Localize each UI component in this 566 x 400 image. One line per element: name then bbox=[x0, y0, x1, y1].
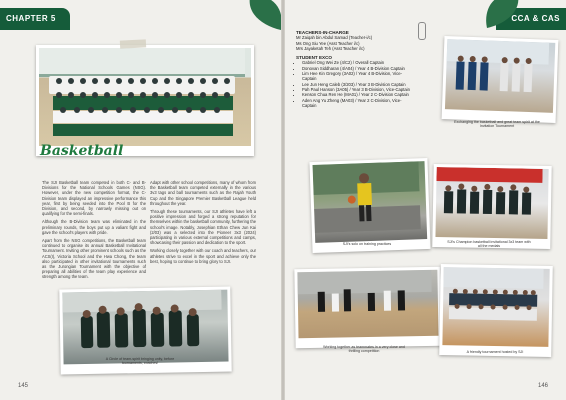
exchange-caption: Exchanging the basketball and great team spirit at the Invitation Tournament bbox=[454, 120, 540, 129]
solo-photo bbox=[309, 158, 430, 253]
award-caption: SJI's Champion basketball invitational 3x3 team with all the medals bbox=[447, 240, 531, 249]
huddle-photo-image bbox=[62, 290, 228, 365]
teacher-name: Mrs Jayaketah Teh (Asst Teacher i/c) bbox=[296, 45, 365, 51]
group-caption: A friendly tournament hosted by SJI bbox=[466, 350, 524, 354]
award-photo bbox=[432, 164, 551, 249]
solo-photo-image bbox=[313, 161, 428, 243]
body-paragraph: Through these tournaments, our SJI athletes have left a positive impression and forged a strong reputation for themselves within the basketball community, furthering the school's image. Notably, Josephian Ethan Chew Jun Kai (2/03) was a selected into the Pioneer 3x3 (2024) participating in various external competitions and camps, showcasing their passion and dedication to the sport. bbox=[150, 209, 256, 246]
exco-member: • Aden Ang Yu Zheng (MA03) / Year 2 C-Division, Vice-Captain bbox=[302, 98, 414, 109]
exchange-photo-image bbox=[445, 39, 555, 113]
teachers-heading: TEACHERS-IN-CHARGE bbox=[296, 30, 349, 35]
personnel-notes bbox=[296, 30, 414, 108]
team-photo bbox=[36, 45, 254, 156]
spread-gutter bbox=[281, 0, 285, 400]
huddle-caption: A Circle of team-spirit bringing unity, before tournaments, coaches! bbox=[105, 357, 175, 366]
group-photo bbox=[439, 264, 553, 357]
body-paragraph: Adapt with other school competitions, many of whom from the Basketball team competed externally in the various 3v3 tags and ball tournaments such as the Rajah Youth Cup and the Singapore Premier Basketball League held throughout the year. bbox=[150, 180, 256, 206]
exco-member: • Lee Jun Heng Caleb (3/203) / Year 3 B-Division Captain bbox=[302, 82, 414, 87]
exchange-photo bbox=[442, 36, 559, 123]
chapter-tab: CHAPTER 5 bbox=[0, 8, 70, 30]
body-column-right bbox=[150, 180, 256, 267]
leaf-decoration-icon bbox=[483, 0, 523, 30]
exco-member: • Lim Hee Kin Gregory (3A02) / Year 4 B-Division, Vice-Captain bbox=[302, 71, 414, 82]
paperclip-icon bbox=[418, 22, 426, 40]
teacher-name: Mr Zaiqah bin Abdul Samad (Teacher-i/c) bbox=[296, 35, 373, 41]
body-paragraph: Working closely together with our coach and teachers, our athletes strive to excel in the sport and achieve only the best, hoping to continue to bring glory to SJI. bbox=[150, 248, 256, 264]
exco-member: • Gabriel Ong Wei Ze (4/C2) / Overall Captain bbox=[302, 60, 414, 65]
page-number-right: 146 bbox=[537, 383, 548, 389]
body-paragraph: Apart from the NSG competitions, the Basketball team continued to organise its annual Basketball Invitational Tournament. Inviting other prominent schools such as the ACS(I), Victoria School and the Hwa Chong, the team also participated in other invitational tournaments such as the Jurongian Tournament with the objective of preparing all abilities of the team play experience and strength among the team. bbox=[42, 238, 146, 280]
page-title: Basketball bbox=[40, 143, 124, 159]
body-paragraph: Although the B-Division team was eliminated in the preliminary rounds, the boys put up a valiant fight and gave the school's players with pride. bbox=[42, 219, 146, 235]
solo-caption: SJI's solo on training practices bbox=[342, 242, 392, 246]
exco-member: • Donovan Siddharan (4/A04) / Year 4 B-Division Captain bbox=[302, 66, 414, 71]
match-photo-image bbox=[297, 270, 438, 338]
leaf-decoration-icon bbox=[245, 0, 283, 32]
teacher-name: Ms Ong Siu Yee (Asst Teacher i/c) bbox=[296, 40, 360, 46]
exco-member: • Pah Paul Hanson (3A05) / Year 3 B-Division, Vice-Captain bbox=[302, 87, 414, 92]
right-page bbox=[283, 0, 566, 400]
match-caption: Working together as teammates in a very close and thrilling competition bbox=[323, 345, 405, 354]
page-number-left: 145 bbox=[18, 383, 29, 389]
exco-list bbox=[296, 60, 414, 108]
tape-decoration bbox=[120, 39, 146, 48]
body-column-left bbox=[42, 180, 146, 283]
team-photo-image bbox=[39, 48, 251, 146]
section-tab: CCA & CAS bbox=[496, 8, 566, 30]
award-photo-image bbox=[435, 167, 548, 239]
exco-member: • Kenson Chua Ren He (MA01) / Year 2 C-Division Captain bbox=[302, 92, 414, 97]
exco-heading: STUDENT EXCO bbox=[296, 55, 332, 61]
group-photo-image bbox=[442, 267, 549, 347]
body-paragraph: The SJI Basketball team competed in both C- and B-Divisions for the National Schools Games (NSG). However, under the new competition format, the C-Division team displayed an impressive performance this year, first by being seeded into the Pool B for the Division, and second, by narrowly missing out on qualifying for the semi-finals. bbox=[42, 180, 146, 217]
match-photo bbox=[294, 267, 441, 349]
